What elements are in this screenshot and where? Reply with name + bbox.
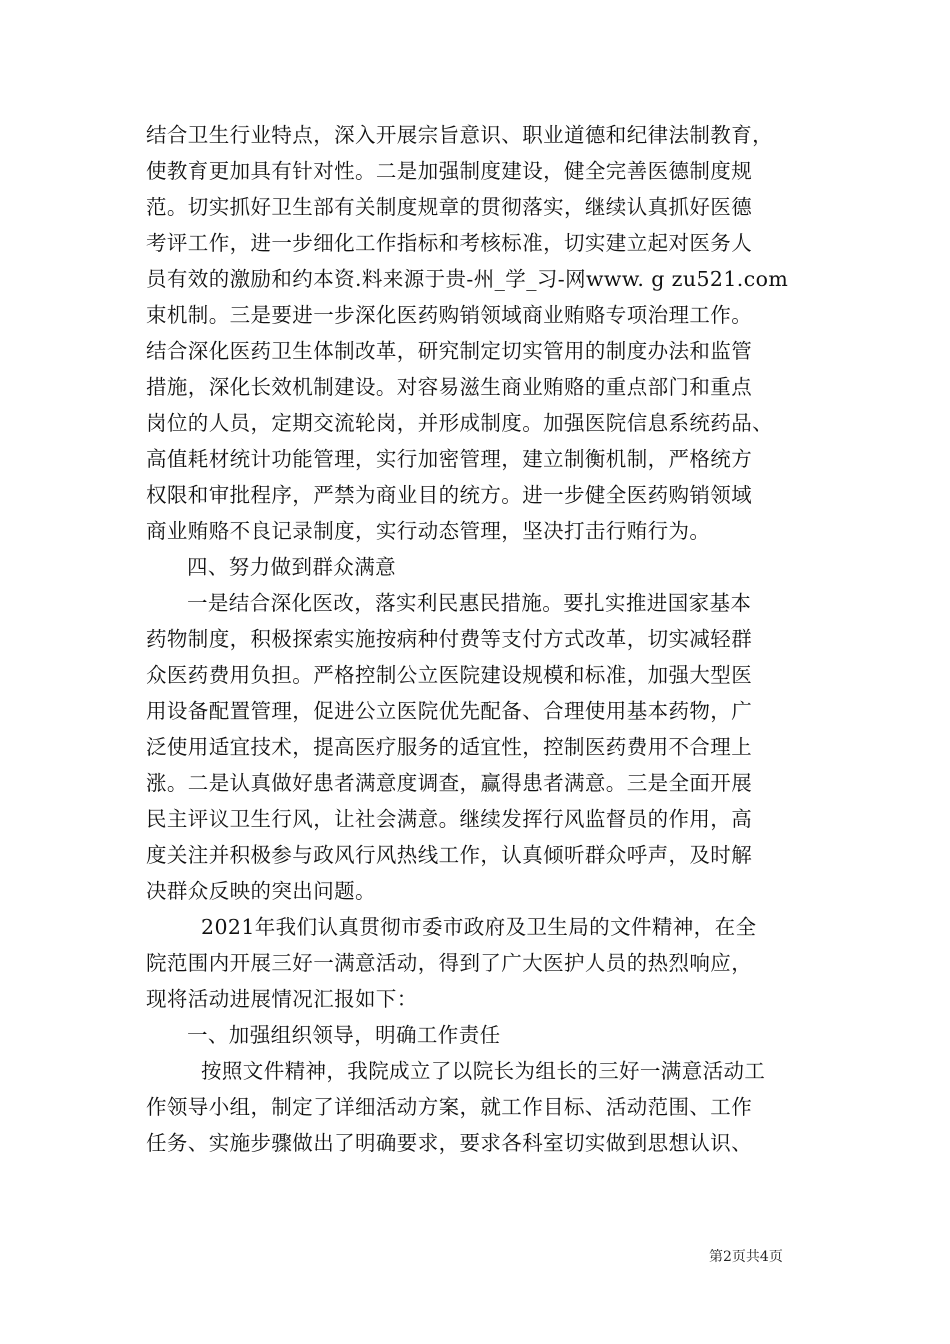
text-line: 度关注并积极参与政风行风热线工作，认真倾听群众呼声，及时解 xyxy=(146,843,753,867)
text-line: 2021年我们认真贯彻市委市政府及卫生局的文件精神，在全 xyxy=(201,915,757,939)
page-number-footer: 第2页共4页 xyxy=(709,1249,783,1265)
text-line: 按照文件精神，我院成立了以院长为组长的三好一满意活动工 xyxy=(201,1059,766,1083)
document-body xyxy=(146,117,836,1161)
text-line: 员有效的激励和约本资.料来源于贵-州_学_习-网www. g zu521.com xyxy=(146,267,789,291)
text-line: 决群众反映的突出问题。 xyxy=(146,879,376,903)
text-line: 束机制。三是要进一步深化医药购销领域商业贿赂专项治理工作。 xyxy=(146,303,753,327)
text-line: 考评工作，进一步细化工作指标和考核标准，切实建立起对医务人 xyxy=(146,231,753,255)
text-line: 民主评议卫生行风，让社会满意。继续发挥行风监督员的作用，高 xyxy=(146,807,753,831)
text-line: 用设备配置管理，促进公立医院优先配备、合理使用基本药物，广 xyxy=(146,699,753,723)
text-line: 权限和审批程序，严禁为商业目的统方。进一步健全医药购销领域 xyxy=(146,483,753,507)
text-line: 使教育更加具有针对性。二是加强制度建设，健全完善医德制度规 xyxy=(146,159,753,183)
text-line: 高值耗材统计功能管理，实行加密管理，建立制衡机制，严格统方 xyxy=(146,447,753,471)
text-line: 结合卫生行业特点，深入开展宗旨意识、职业道德和纪律法制教育， xyxy=(146,123,773,147)
text-line: 一是结合深化医改，落实利民惠民措施。要扎实推进国家基本 xyxy=(187,591,752,615)
text-line: 结合深化医药卫生体制改革，研究制定切实管用的制度办法和监管 xyxy=(146,339,753,363)
text-line: 作领导小组，制定了详细活动方案，就工作目标、活动范围、工作 xyxy=(146,1095,753,1119)
text-line: 涨。二是认真做好患者满意度调查，赢得患者满意。三是全面开展 xyxy=(146,771,753,795)
text-line: 范。切实抓好卫生部有关制度规章的贯彻落实，继续认真抓好医德 xyxy=(146,195,753,219)
text-line: 众医药费用负担。严格控制公立医院建设规模和标准，加强大型医 xyxy=(146,663,753,687)
text-line: 措施，深化长效机制建设。对容易滋生商业贿赂的重点部门和重点 xyxy=(146,375,753,399)
text-line: 泛使用适宜技术，提高医疗服务的适宜性，控制医药费用不合理上 xyxy=(146,735,753,759)
text-line: 任务、实施步骤做出了明确要求，要求各科室切实做到思想认识、 xyxy=(146,1131,753,1155)
section-heading: 四、努力做到群众满意 xyxy=(187,555,396,579)
text-line: 现将活动进展情况汇报如下： xyxy=(146,987,418,1011)
section-heading: 一、加强组织领导，明确工作责任 xyxy=(187,1023,501,1047)
text-line: 院范围内开展三好一满意活动，得到了广大医护人员的热烈响应， xyxy=(146,951,753,975)
text-line: 商业贿赂不良记录制度，实行动态管理，坚决打击行贿行为。 xyxy=(146,519,711,543)
text-line: 药物制度，积极探索实施按病种付费等支付方式改革，切实减轻群 xyxy=(146,627,753,651)
text-line: 岗位的人员，定期交流轮岗，并形成制度。加强医院信息系统药品、 xyxy=(146,411,773,435)
